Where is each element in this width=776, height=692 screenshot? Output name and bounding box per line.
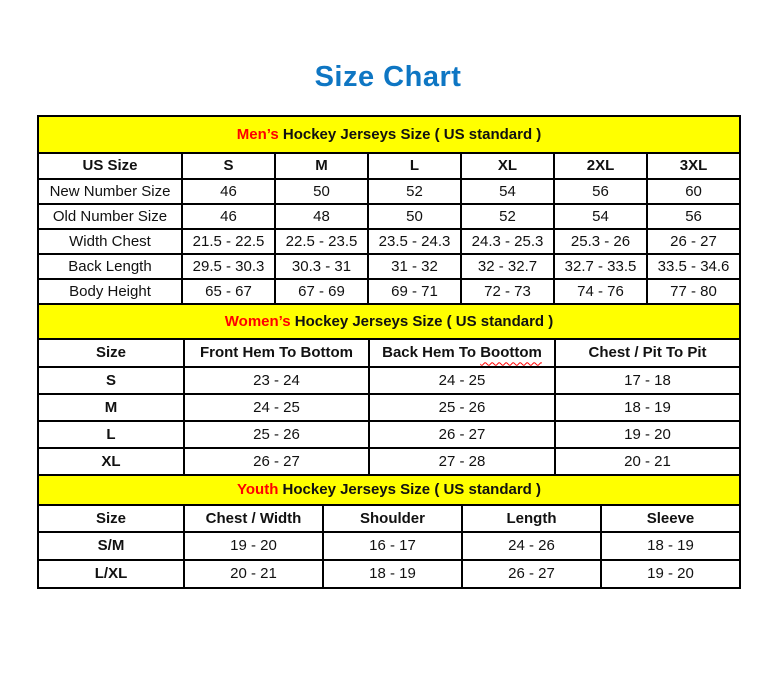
womens-value-cell: 25 - 26 bbox=[184, 421, 369, 448]
womens-column-header: Size bbox=[38, 339, 184, 367]
mens-column-header: XL bbox=[461, 153, 554, 179]
womens-column-header: Chest / Pit To Pit bbox=[555, 339, 740, 367]
youth-banner-row bbox=[38, 475, 740, 505]
youth-value-cell: 19 - 20 bbox=[184, 532, 323, 560]
mens-value-cell: 54 bbox=[554, 204, 647, 229]
mens-header-row bbox=[38, 153, 740, 179]
mens-value-cell: 54 bbox=[461, 179, 554, 204]
mens-value-cell: 31 - 32 bbox=[368, 254, 461, 279]
mens-value-cell: 25.3 - 26 bbox=[554, 229, 647, 254]
mens-value-cell: 69 - 71 bbox=[368, 279, 461, 304]
youth-header-row bbox=[38, 505, 740, 532]
mens-value-cell: 46 bbox=[182, 179, 275, 204]
mens-value-cell: 32 - 32.7 bbox=[461, 254, 554, 279]
mens-table-row bbox=[38, 204, 740, 229]
mens-column-header: 3XL bbox=[647, 153, 740, 179]
mens-banner bbox=[38, 116, 740, 153]
youth-banner-title: Hockey Jerseys Size ( US standard ) bbox=[278, 481, 541, 499]
womens-value-cell: 17 - 18 bbox=[555, 367, 740, 394]
youth-banner-accent: Youth bbox=[237, 481, 279, 499]
womens-banner-row bbox=[38, 304, 740, 339]
mens-banner-row bbox=[38, 116, 740, 153]
mens-value-cell: 50 bbox=[368, 204, 461, 229]
mens-table-row bbox=[38, 179, 740, 204]
youth-row-label: L/XL bbox=[38, 560, 184, 588]
mens-table-row bbox=[38, 254, 740, 279]
mens-value-cell: 22.5 - 23.5 bbox=[275, 229, 368, 254]
mens-value-cell: 33.5 - 34.6 bbox=[647, 254, 740, 279]
mens-value-cell: 30.3 - 31 bbox=[275, 254, 368, 279]
mens-row-label: New Number Size bbox=[38, 179, 182, 204]
womens-value-cell: 23 - 24 bbox=[184, 367, 369, 394]
womens-value-cell: 18 - 19 bbox=[555, 394, 740, 421]
youth-value-cell: 18 - 19 bbox=[323, 560, 462, 588]
womens-size-table bbox=[37, 303, 741, 476]
youth-row-label: S/M bbox=[38, 532, 184, 560]
youth-table-body bbox=[38, 532, 740, 588]
womens-header-row bbox=[38, 339, 740, 367]
mens-value-cell: 21.5 - 22.5 bbox=[182, 229, 275, 254]
womens-banner bbox=[38, 304, 740, 339]
womens-table-row bbox=[38, 421, 740, 448]
youth-column-header: Sleeve bbox=[601, 505, 740, 532]
womens-value-cell: 26 - 27 bbox=[184, 448, 369, 475]
mens-value-cell: 46 bbox=[182, 204, 275, 229]
youth-value-cell: 19 - 20 bbox=[601, 560, 740, 588]
mens-value-cell: 26 - 27 bbox=[647, 229, 740, 254]
youth-banner bbox=[38, 475, 740, 505]
womens-banner-title: Hockey Jerseys Size ( US standard ) bbox=[290, 312, 554, 330]
mens-column-header: S bbox=[182, 153, 275, 179]
womens-column-header: Front Hem To Bottom bbox=[184, 339, 369, 367]
mens-banner-accent: Men’s bbox=[236, 125, 279, 143]
mens-value-cell: 23.5 - 24.3 bbox=[368, 229, 461, 254]
youth-table-row bbox=[38, 560, 740, 588]
mens-row-label: Back Length bbox=[38, 254, 182, 279]
youth-column-header: Length bbox=[462, 505, 601, 532]
mens-value-cell: 50 bbox=[275, 179, 368, 204]
mens-value-cell: 65 - 67 bbox=[182, 279, 275, 304]
womens-value-cell: 19 - 20 bbox=[555, 421, 740, 448]
mens-row-label: Width Chest bbox=[38, 229, 182, 254]
youth-value-cell: 20 - 21 bbox=[184, 560, 323, 588]
mens-value-cell: 56 bbox=[647, 204, 740, 229]
mens-value-cell: 24.3 - 25.3 bbox=[461, 229, 554, 254]
womens-value-cell: 25 - 26 bbox=[369, 394, 555, 421]
womens-table-body bbox=[38, 367, 740, 475]
mens-size-table bbox=[37, 115, 741, 305]
womens-row-label: L bbox=[38, 421, 184, 448]
womens-column-header: Back Hem To Boottom bbox=[369, 339, 555, 367]
mens-value-cell: 60 bbox=[647, 179, 740, 204]
youth-table-row bbox=[38, 532, 740, 560]
youth-size-table bbox=[37, 474, 741, 589]
mens-row-label: Old Number Size bbox=[38, 204, 182, 229]
youth-value-cell: 16 - 17 bbox=[323, 532, 462, 560]
mens-banner-title: Hockey Jerseys Size ( US standard ) bbox=[278, 125, 542, 143]
womens-value-cell: 20 - 21 bbox=[555, 448, 740, 475]
mens-value-cell: 56 bbox=[554, 179, 647, 204]
womens-table-row bbox=[38, 394, 740, 421]
youth-value-cell: 26 - 27 bbox=[462, 560, 601, 588]
mens-value-cell: 52 bbox=[368, 179, 461, 204]
mens-table-body bbox=[38, 179, 740, 304]
womens-value-cell: 24 - 25 bbox=[369, 367, 555, 394]
mens-row-label: Body Height bbox=[38, 279, 182, 304]
mens-value-cell: 52 bbox=[461, 204, 554, 229]
misspelled-word: Boottom bbox=[480, 344, 542, 362]
womens-table-row bbox=[38, 448, 740, 475]
mens-value-cell: 72 - 73 bbox=[461, 279, 554, 304]
youth-column-header: Chest / Width bbox=[184, 505, 323, 532]
mens-value-cell: 48 bbox=[275, 204, 368, 229]
womens-value-cell: 24 - 25 bbox=[184, 394, 369, 421]
womens-row-label: S bbox=[38, 367, 184, 394]
mens-value-cell: 29.5 - 30.3 bbox=[182, 254, 275, 279]
mens-table-row bbox=[38, 229, 740, 254]
womens-value-cell: 27 - 28 bbox=[369, 448, 555, 475]
mens-table-row bbox=[38, 279, 740, 304]
youth-column-header: Shoulder bbox=[323, 505, 462, 532]
mens-column-header: US Size bbox=[38, 153, 182, 179]
mens-column-header: 2XL bbox=[554, 153, 647, 179]
mens-column-header: L bbox=[368, 153, 461, 179]
mens-value-cell: 77 - 80 bbox=[647, 279, 740, 304]
youth-column-header: Size bbox=[38, 505, 184, 532]
page-title: Size Chart bbox=[314, 61, 462, 93]
mens-column-header: M bbox=[275, 153, 368, 179]
womens-row-label: M bbox=[38, 394, 184, 421]
youth-value-cell: 18 - 19 bbox=[601, 532, 740, 560]
womens-table-row bbox=[38, 367, 740, 394]
mens-value-cell: 67 - 69 bbox=[275, 279, 368, 304]
womens-value-cell: 26 - 27 bbox=[369, 421, 555, 448]
womens-banner-accent: Women’s bbox=[224, 312, 291, 330]
mens-value-cell: 32.7 - 33.5 bbox=[554, 254, 647, 279]
youth-value-cell: 24 - 26 bbox=[462, 532, 601, 560]
mens-value-cell: 74 - 76 bbox=[554, 279, 647, 304]
womens-row-label: XL bbox=[38, 448, 184, 475]
size-chart bbox=[37, 115, 739, 589]
